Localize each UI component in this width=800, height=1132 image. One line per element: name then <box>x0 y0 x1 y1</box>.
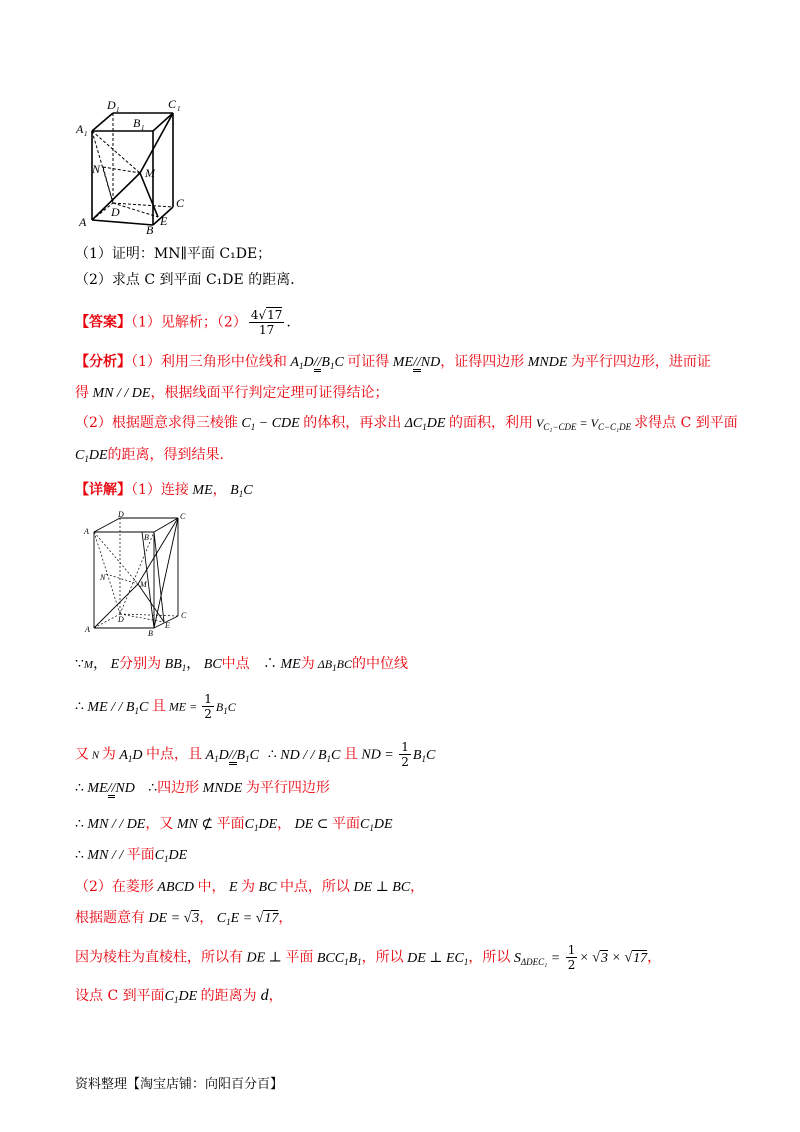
answer-fraction: $\frac{4√17}{17}$ <box>250 308 283 337</box>
svg-text:A: A <box>84 527 89 536</box>
svg-text:D: D <box>118 510 124 519</box>
prism-figure-2 <box>82 510 192 640</box>
svg-text:A: A <box>85 625 90 634</box>
label-C: C <box>176 196 185 210</box>
label-B1: B <box>133 116 141 130</box>
svg-text:N: N <box>100 573 106 582</box>
svg-text:1: 1 <box>177 105 181 113</box>
detail-step-3: 又 N 为 $A_1D$ 中点，且 $A_1D//B_1C$ ∴ ND / / $B_1C$ 且 ND = $\frac{1}{2}$ $B_1C$ <box>75 740 436 769</box>
detail-part2-line-4: 设点 C 到平面$C_1DE$ 的距离为 d， <box>75 987 283 1005</box>
svg-text:D: D <box>118 615 124 624</box>
prism-figure-1 <box>75 95 195 235</box>
label-A: A <box>79 215 87 229</box>
analysis-line-4: $C_1DE$的距离，得到结果. <box>75 447 224 464</box>
footer-source: 资料整理【淘宝店铺：向阳百分百】 <box>75 1077 284 1092</box>
label-M: M <box>145 166 155 180</box>
detail-line-1: 【详解】（1）连接 ME， $B_1C$ <box>75 482 253 499</box>
label-A1: A <box>76 122 84 136</box>
svg-text:B: B <box>144 533 149 542</box>
analysis-line-2: 得 MN / / DE，根据线面平行判定定理可证得结论； <box>75 385 389 401</box>
label-N: N <box>92 162 101 176</box>
label-B: B <box>146 223 154 235</box>
svg-text:C: C <box>181 611 187 620</box>
detail-part2-line-3: 因为棱柱为直棱柱，所以有 DE ⊥ 平面 $BCC_1B_1$，所以 DE ⊥ $EC_1$，所以 $S_{\Delta DEC_1}$ = $\frac{1}{2}$ × √3 × √17， <box>75 943 662 972</box>
detail-step-6: ∴ MN / / 平面$C_1DE$ <box>75 847 188 864</box>
svg-text:M: M <box>140 580 147 589</box>
svg-text:1: 1 <box>116 106 120 114</box>
detail-step-2: ∴ ME / / $B_1C$ 且 ME = $\frac{1}{2}$ $B_1C$ <box>75 692 236 721</box>
detail-part2-line-1: （2）在菱形 ABCD 中， E 为 BC 中点，所以 DE ⊥ BC， <box>75 879 425 895</box>
detail-step-4: ∴ ME//ND ∴四边形 MNDE 为平行四边形 <box>75 780 330 796</box>
analysis-line-3: （2）根据题意求得三棱锥 $C_1$ − CDE 的体积，再求出 $\Delta C_1DE$ 的面积，利用 $V_{C_1-CDE} = V_{C-C_1DE}$ 求得点 C 到平面 <box>75 415 738 432</box>
detail-part2-line-2: 根据题意有 DE = √3， $C_1E = √17$， <box>75 910 293 927</box>
label-E: E <box>160 214 168 228</box>
label-D: D <box>111 205 120 219</box>
detail-step-1: ∵M， E分别为 $BB_1$， BC中点 ∴ ME为 $\Delta B_1BC$的中位线 <box>75 656 408 673</box>
svg-text:B: B <box>148 629 153 638</box>
detail-step-5: ∴ MN / / DE，又 MN ⊄ 平面$C_1DE$， DE ⊂ 平面$C_1DE$ <box>75 816 393 833</box>
svg-text:C: C <box>180 512 186 521</box>
question-1: （1）证明：MN∥平面 C₁DE； <box>75 246 272 262</box>
answer-line: 【答案】（1）见解析；（2） $\frac{4√17}{17}$ . <box>75 308 291 337</box>
answer-tag: 【答案】 <box>75 314 131 331</box>
analysis-tag: 【分析】 <box>75 354 131 370</box>
svg-text:1: 1 <box>141 124 145 132</box>
question-2: （2）求点 C 到平面 C₁DE 的距离． <box>75 272 305 288</box>
detail-tag: 【详解】 <box>75 482 131 498</box>
svg-text:1: 1 <box>84 130 88 138</box>
svg-text:E: E <box>165 621 170 630</box>
analysis-line-1: 【分析】（1）利用三角形中位线和 $A_1D//B_1C$ 可证得 ME//ND，证得四边形 MNDE 为平行四边形，进而证 <box>75 354 711 371</box>
label-D1: D <box>107 98 116 112</box>
label-C1: C <box>168 97 177 111</box>
